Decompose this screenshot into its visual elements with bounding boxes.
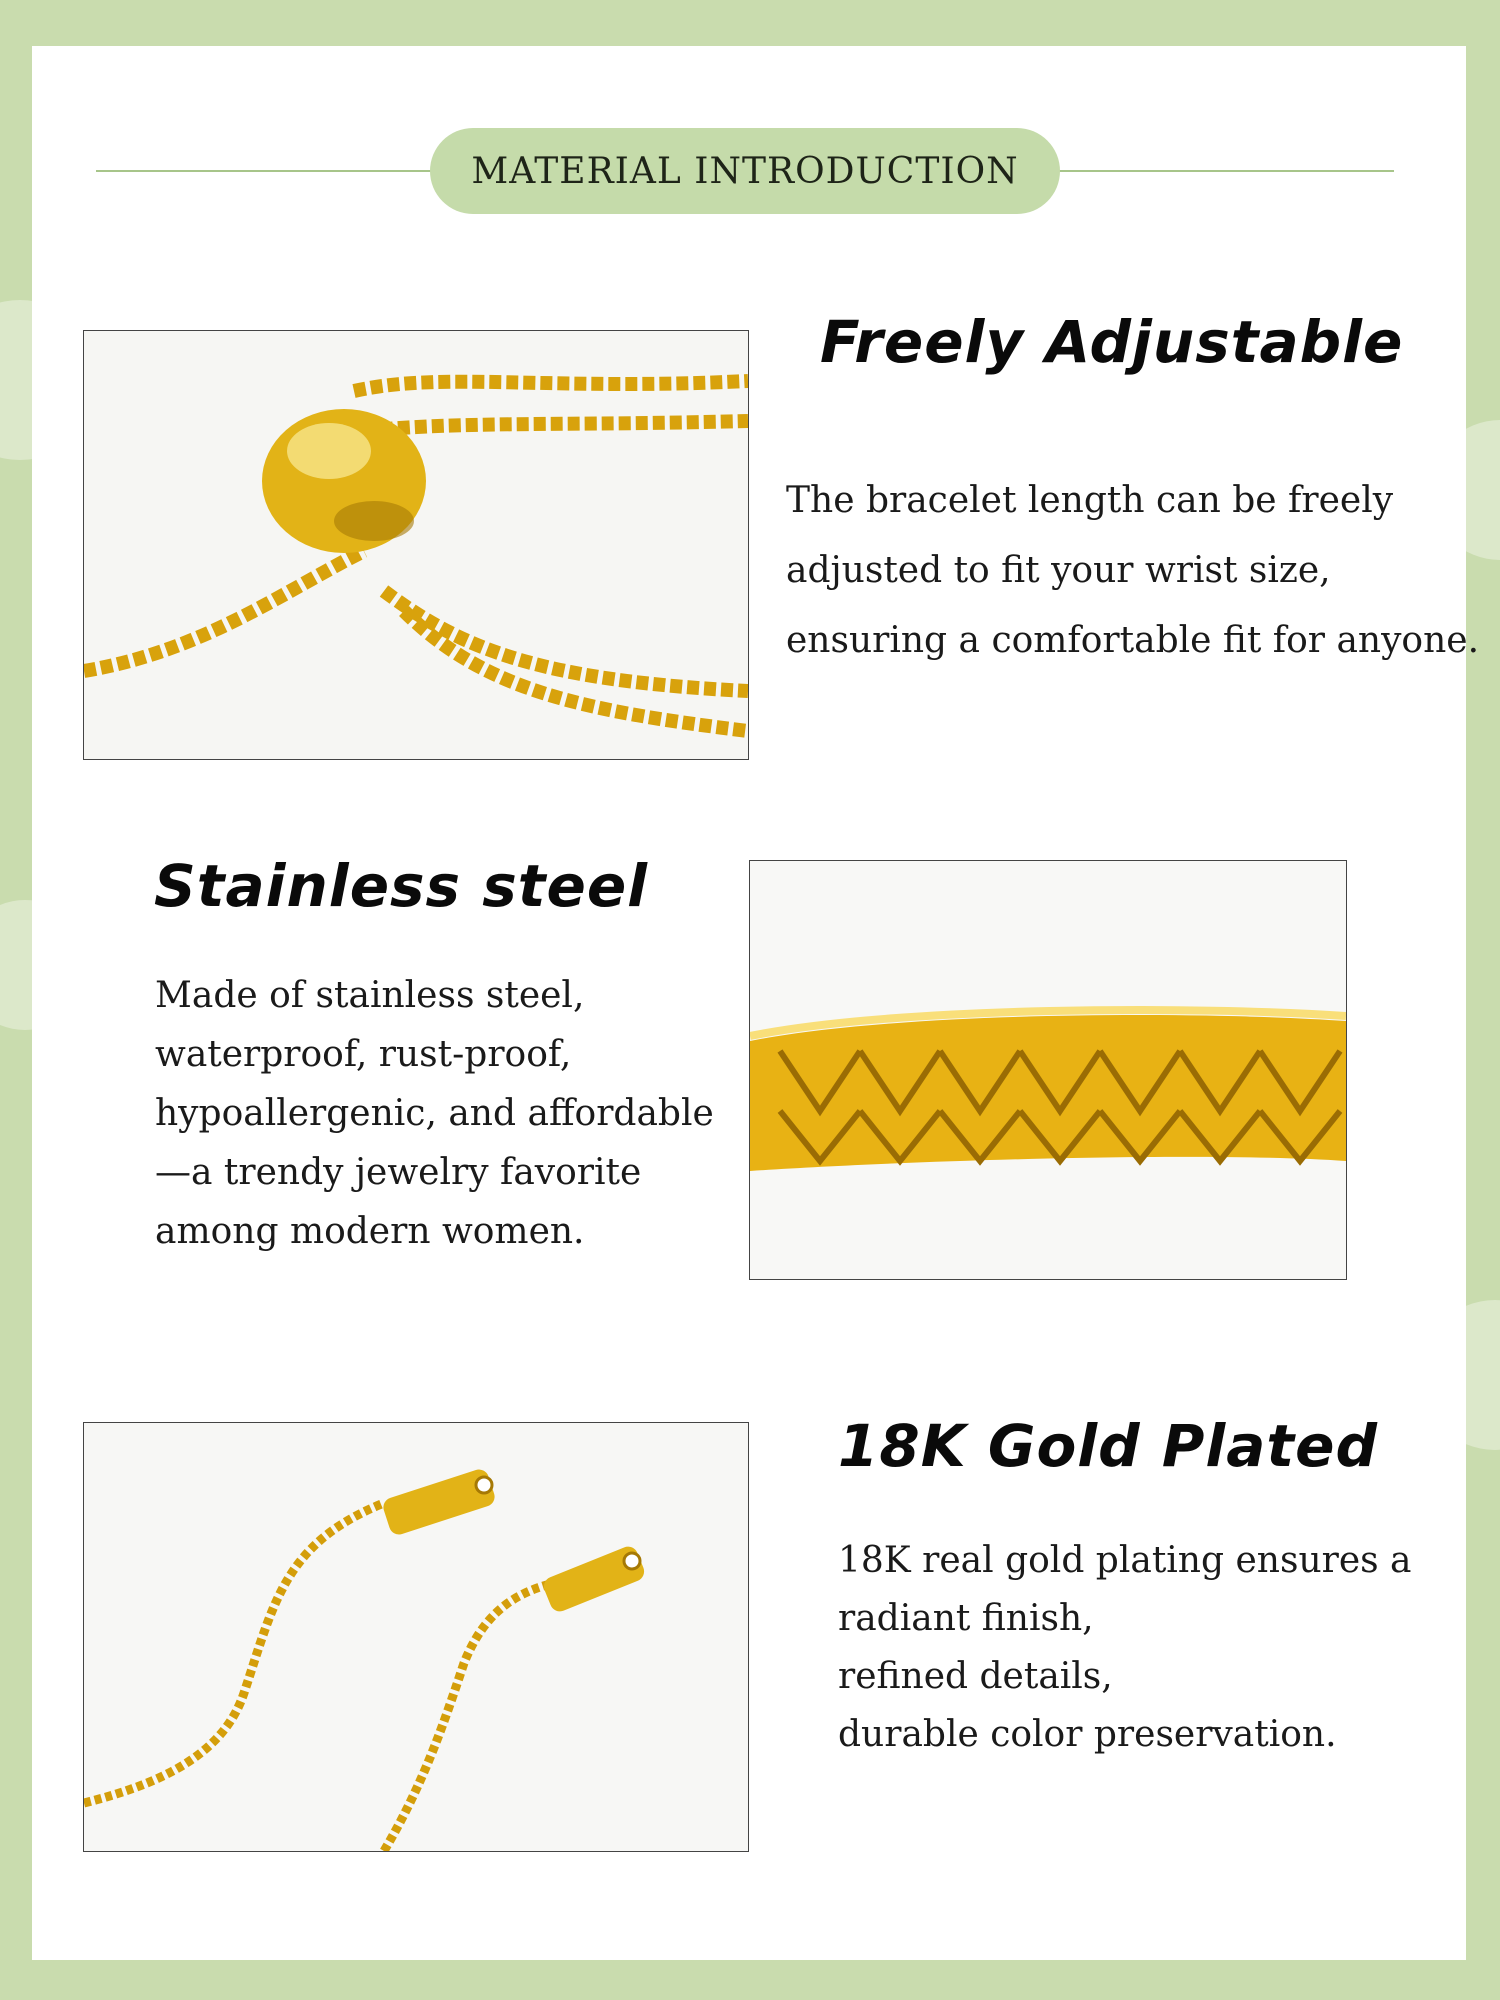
- header-divider-left: [96, 170, 436, 172]
- text-line: radiant finish,: [838, 1598, 1094, 1639]
- gold-plated-chain-ends-photo: [83, 1422, 749, 1852]
- heading-stainless-steel: Stainless steel: [154, 852, 649, 920]
- text-line: waterproof, rust-proof,: [155, 1034, 572, 1075]
- heading-freely-adjustable: Freely Adjustable: [820, 308, 1404, 376]
- text-line: Made of stainless steel,: [155, 975, 585, 1016]
- text-line: refined details,: [838, 1656, 1113, 1697]
- text-line: The bracelet length can be freely: [786, 480, 1394, 521]
- text-line: durable color preservation.: [838, 1714, 1337, 1755]
- adjustable-slider-chain-photo: [83, 330, 749, 760]
- body-stainless-steel: [155, 966, 714, 1261]
- body-freely-adjustable: [786, 466, 1479, 676]
- text-line: 18K real gold plating ensures a: [838, 1540, 1412, 1581]
- section-title: MATERIAL INTRODUCTION: [471, 150, 1019, 192]
- body-gold-plated: [838, 1532, 1412, 1764]
- stainless-steel-chain-photo: [749, 860, 1347, 1280]
- heading-gold-plated: 18K Gold Plated: [838, 1412, 1379, 1480]
- text-line: ensuring a comfortable fit for anyone.: [786, 620, 1480, 661]
- text-line: among modern women.: [155, 1211, 585, 1252]
- section-title-pill: [430, 128, 1060, 214]
- text-line: hypoallergenic, and affordable: [155, 1093, 714, 1134]
- text-line: adjusted to fit your wrist size,: [786, 550, 1331, 591]
- content-card: [32, 46, 1480, 1960]
- text-line: —a trendy jewelry favorite: [155, 1152, 642, 1193]
- header-divider-right: [1054, 170, 1394, 172]
